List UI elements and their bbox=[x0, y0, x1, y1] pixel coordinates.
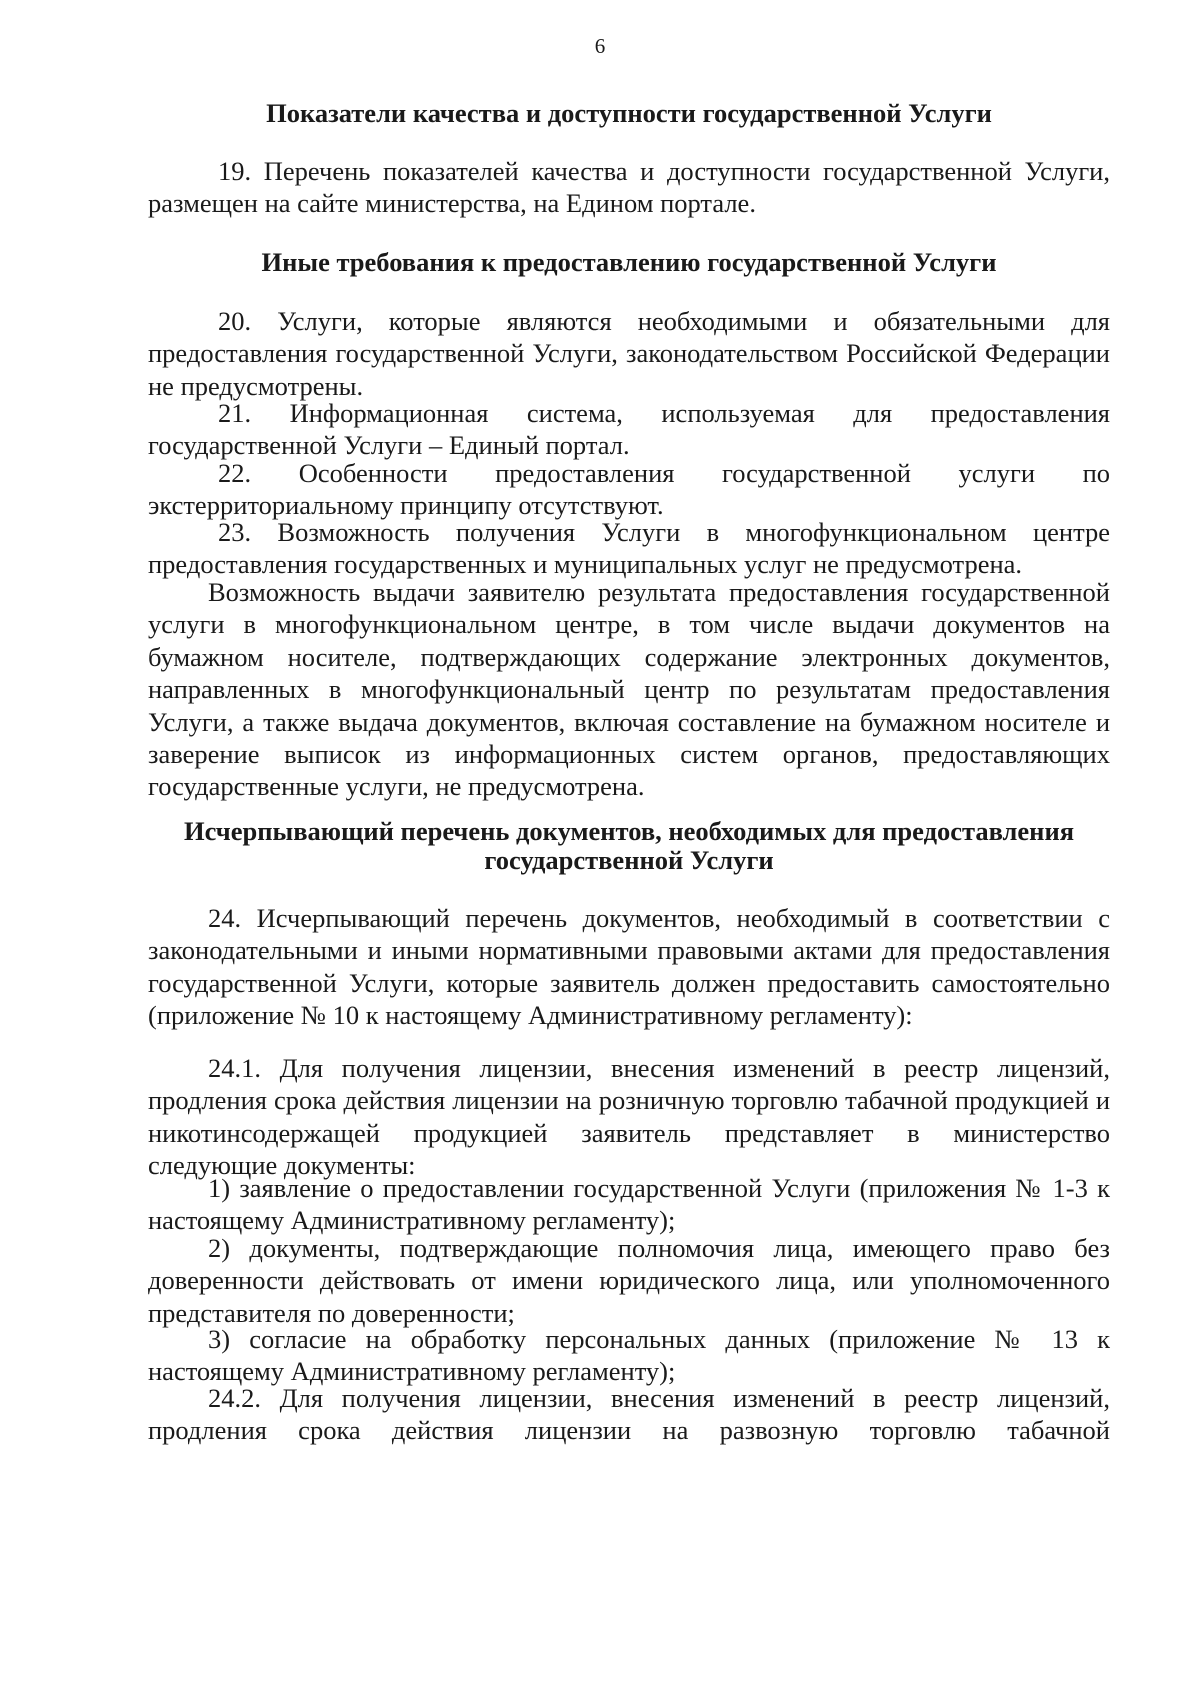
paragraph-23-continued: Возможность выдачи заявителю результата предоставления государственной услуги в многофункциональном центре, в том числе выдачи документов на бумажном носителе, подтверждающих содержание электронных документов, направленных в многофункциональный центр по результатам предоставления Услуги, а также выдача документов, включая составление на бумажном носителе и заверение выписок из информационных систем органов, предоставляющих государственные услуги, не предусмотрена. bbox=[148, 577, 1110, 802]
page-number: 6 bbox=[594, 34, 606, 58]
paragraph-20: 20. Услуги, которые являются необходимыми и обязательными для предоставления государственной Услуги, законодательством Российской Федерации не предусмотрены. bbox=[148, 306, 1110, 401]
paragraph-23: 23. Возможность получения Услуги в многофункциональном центре предоставления государственных и муниципальных услуг не предусмотрена. bbox=[148, 517, 1110, 580]
section-heading-other-requirements: Иные требования к предоставлению государственной Услуги bbox=[261, 247, 997, 277]
paragraph-22: 22. Особенности предоставления государственной услуги по экстерриториальному принципу отсутствуют. bbox=[148, 458, 1110, 521]
paragraph-24: 24. Исчерпывающий перечень документов, необходимый в соответствии с законодательными и иными нормативными правовыми актами для предоставления государственной Услуги, которые заявитель должен предоставить самостоятельно (приложение № 10 к настоящему Административному регламенту): bbox=[148, 903, 1110, 1031]
list-item-3: 3) согласие на обработку персональных данных (приложение № 13 к настоящему Административному регламенту); bbox=[148, 1324, 1110, 1387]
paragraph-21: 21. Информационная система, используемая для предоставления государственной Услуги – Единый портал. bbox=[148, 398, 1110, 461]
section-heading-quality: Показатели качества и доступности государственной Услуги bbox=[266, 98, 992, 128]
list-item-1: 1) заявление о предоставлении государственной Услуги (приложения № 1-3 к настоящему Административному регламенту); bbox=[148, 1173, 1110, 1236]
list-item-2: 2) документы, подтверждающие полномочия лица, имеющего право без доверенности действовать от имени юридического лица, или уполномоченного представителя по доверенности; bbox=[148, 1233, 1110, 1328]
paragraph-24-1: 24.1. Для получения лицензии, внесения изменений в реестр лицензий, продления срока действия лицензии на розничную торговлю табачной продукцией и никотинсодержащей продукцией заявитель представляет в министерство следующие документы: bbox=[148, 1053, 1110, 1181]
paragraph-19: 19. Перечень показателей качества и доступности государственной Услуги, размещен на сайте министерства, на Едином портале. bbox=[148, 156, 1110, 219]
paragraph-24-2: 24.2. Для получения лицензии, внесения изменений в реестр лицензий, продления срока действия лицензии на развозную торговлю табачной bbox=[148, 1383, 1110, 1446]
section-heading-documents-line2: государственной Услуги bbox=[484, 845, 774, 875]
section-heading-documents-line1: Исчерпывающий перечень документов, необходимых для предоставления bbox=[183, 816, 1075, 846]
